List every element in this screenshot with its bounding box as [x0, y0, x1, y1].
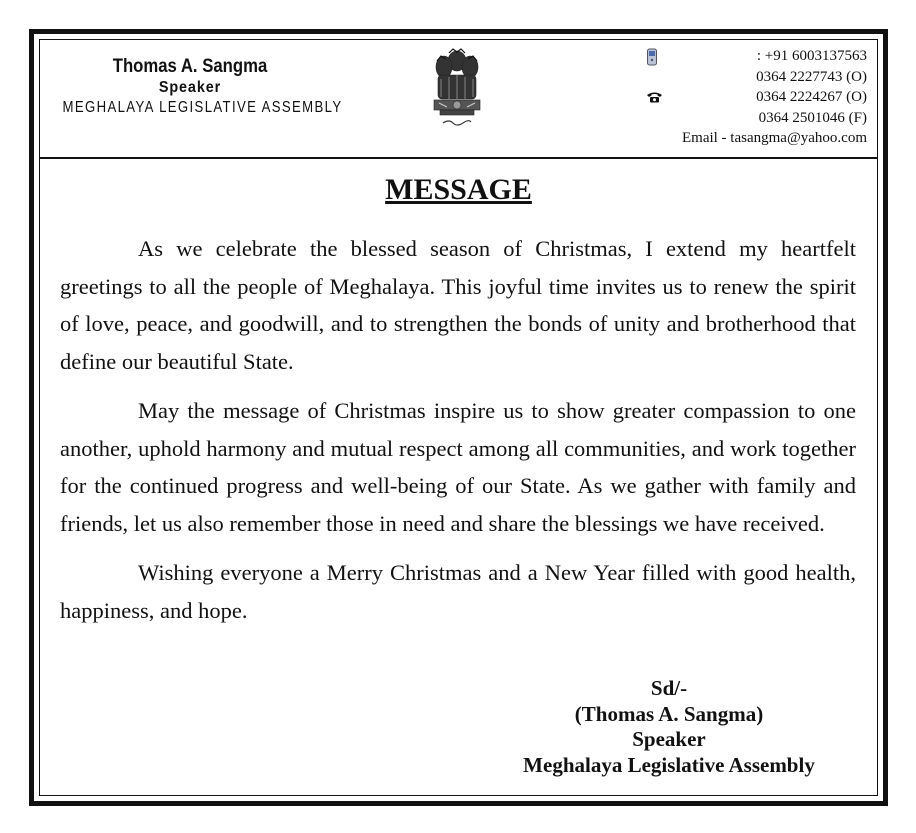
contact-office-2: [682, 87, 867, 108]
contact-block: [682, 46, 867, 149]
contact-email: Email - tasangma@yahoo.com: [681, 130, 867, 146]
message-title: MESSAGE: [385, 173, 532, 206]
contact-mobile: [682, 46, 867, 67]
message-paragraph-2: May the message of Christmas inspire us to show greater compassion to one another, uphold harmony and mutual respect among all communities, and work together for the continued progress and well-being of our State. As we gather with family and friends, let us also remember those in need and share the blessings we have received.: [60, 398, 856, 536]
contact-mobile-text: : +91 6003137563: [756, 48, 867, 64]
signature-block: [494, 676, 844, 778]
inner-border: [39, 39, 878, 796]
letterhead: [40, 40, 877, 159]
sender-name: Thomas A. Sangma: [112, 56, 268, 77]
outer-border: [29, 29, 888, 806]
message-paragraph-1: As we celebrate the blessed season of Christmas, I extend my heartfelt greetings to all the people of Meghalaya. This joyful time invites us to renew the spirit of love, peace, and goodwill, and to strengthen the bonds of unity and brotherhood that define our beautiful State.: [60, 236, 856, 374]
mobile-phone-icon: [646, 48, 658, 66]
signature-organization: Meghalaya Legislative Assembly: [523, 752, 815, 777]
contact-office-1: 0364 2227743 (O): [756, 68, 867, 85]
contact-fax: 0364 2501046 (F): [758, 109, 867, 126]
sender-organization: MEGHALAYA LEGISLATIVE ASSEMBLY: [62, 99, 343, 116]
state-emblem-icon: [429, 45, 485, 129]
sender-role: Speaker: [158, 79, 222, 96]
signature-sd: Sd/-: [650, 676, 688, 700]
contact-office-2-text: 0364 2224267 (O): [756, 89, 867, 105]
telephone-icon: [646, 91, 663, 103]
message-paragraph-3: Wishing everyone a Merry Christmas and a New Year filled with good health, happiness, and hope.: [60, 560, 856, 623]
signature-role: Speaker: [632, 727, 706, 751]
sender-block: [40, 56, 343, 118]
signature-name: (Thomas A. Sangma): [574, 701, 764, 726]
message-body: [60, 230, 856, 641]
